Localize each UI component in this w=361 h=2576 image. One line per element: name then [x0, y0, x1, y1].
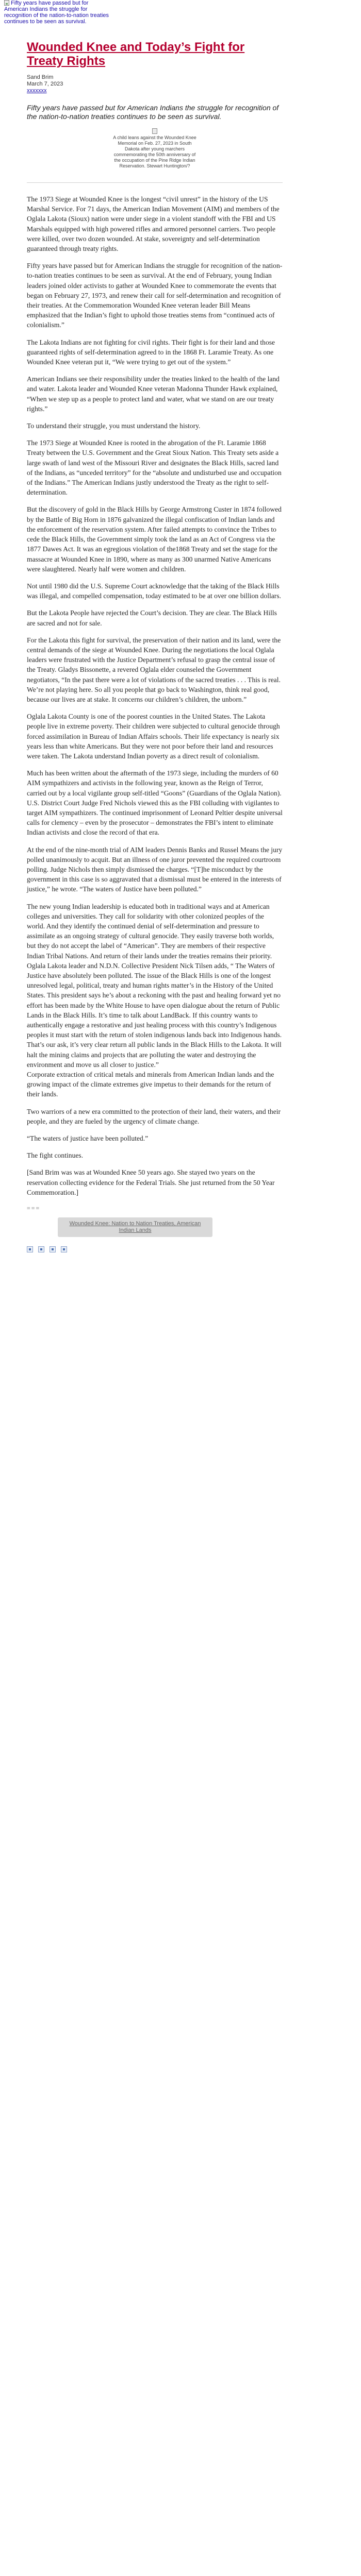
paragraph: The Lakota Indians are not fighting for civil rights. Their fight is for their land and those guaranteed rights of self-determination agreed to in the 1868 Ft. Laramie Treaty. As one Wounded Knee veteran put it, “We were trying to get out of the system.” — [27, 338, 275, 366]
date: March 7, 2023 — [27, 81, 63, 87]
social-share-row — [27, 1246, 283, 1252]
paragraph: Fifty years have passed but for American Indians the struggle for recognition of the nation-to-nation treaties continues to be seen as survival. At the end of February, young Indian leaders joined older activists to gather at Wounded Knee to commemorate the events that began on February 27, 1973, and renew their call for self-determination and recognition of their treaties. At the Commemoration Wounded Knee veteran leader Bill Means emphasized that the Indian’s fight to uphold those treaties stems from “continued acts of colonialism.” — [27, 262, 283, 329]
paragraph: But the discovery of gold in the Black Hills by George Armstrong Custer in 1874 followed by the Battle of Big Horn in 1876 galvanized the illegal confiscation of Indian lands and the enforcement of the reservation system. After failed attempts to convince the Tribes to cede the Black Hills, the Government simply took the land as an Act of Congress via the 1877 Dawes Act. It was an egregious violation of the1868 Treaty and set the stage for the massacre at Wounded Knee in 1890, where as many as 300 unarmed Native Americans were slaughtered. Nearly half were women and children. — [27, 505, 282, 573]
article — [27, 40, 283, 1252]
article-meta — [27, 74, 283, 94]
paragraph: For the Lakota this fight for survival, the preservation of their nation and its land, were the central demands of the siege at Wounded Knee. During the negotiations the local Oglala leaders were frustrated with the Justice Department’s refusal to grasp the central issue of the Treaty. Gladys Bissonette, a revered Oglala elder counseled the Government negotiators, “In the past there were a lot of violations of the sacred treaties . . . This is real. We’re not playing here. So all you people that go back to Washington, think real good, because our lives are at stake. It concerns our children’s children, the unborn.” — [27, 636, 281, 703]
twitter-share-icon[interactable] — [38, 1246, 44, 1252]
paragraph: Oglala Lakota County is one of the poorest counties in the United States. The Lakota people live in extreme poverty. Their children were subjected to cultural genocide through forced assimilation in Bureau of Indian Affairs schools. Their life expectancy is nearly six years less than white Americans. But they were not poor before their land and resources were taken. The Lakota understand Indian poverty as a direct result of colonialism. — [27, 713, 280, 760]
broken-image-icon — [4, 0, 9, 6]
image-placeholder-icon — [152, 128, 157, 134]
figure-caption: A child leans against the Wounded Knee Memorial on Feb. 27, 2023 in South Dakota after young marchers commemorating the 50th anniversary of the occupation of the Pine Ridge Indian Reservation. Stewart Huntington/? — [113, 135, 196, 168]
paragraph: “The waters of justice have been polluted.” — [27, 1134, 149, 1143]
hero-image — [4, 0, 113, 31]
facebook-share-icon[interactable] — [27, 1246, 33, 1252]
paragraph: At the end of the nine-month trial of AIM leaders Dennis Banks and Russel Means the jury polled unanimously to acquit. But an illness of one juror prevented the required courtroom polling. Judge Nichols then simply dismissed the charges. “[T]he misconduct by the government in this case is so aggravated that a dismissal must be entered in the interests of justice,” he wrote. “The waters of Justice have been polluted.” — [27, 845, 283, 893]
link-share-icon[interactable] — [61, 1246, 67, 1252]
article-title[interactable]: Wounded Knee and Today’s Fight for Treaty Rights — [27, 40, 245, 68]
divider — [27, 182, 283, 183]
paragraph: Corporate extraction of critical metals and minerals from American Indian lands and the growing impact of the climate extremes give impetus to their demands for the return of their lands. — [27, 1071, 274, 1098]
paragraph: American Indians see their responsibility under the treaties linked to the health of the land and water. Lakota leader and Wounded Knee veteran Madonna Thunder Hawk explained, “When we step up as a people to protect land and water, what we stand on are our treaty rights.” — [27, 375, 280, 413]
paragraph: To understand their struggle, you must understand the history. — [27, 422, 201, 430]
lede: Fifty years have passed but for American Indians the struggle for recognition of the nation-to-nation treaties continues to be seen as survival. — [27, 104, 279, 121]
main-content — [27, 40, 334, 1252]
related-link[interactable]: Wounded Knee: Nation to Nation Treaties, American Indian Lands — [58, 1217, 212, 1237]
article-body — [27, 194, 283, 1197]
paragraph: The new young Indian leadership is educated both in traditional ways and at American colleges and universities. They call for solidarity with other colonized peoples of the world. And they identify the continued denial of self-determination and pressure to assimilate as an ongoing strategy of cultural genocide. They easily traverse both worlds, but they do not accept the label of “American”. They are members of their respective Indian Tribal Nations. And return of their lands under the treaties remains their priority. Oglala Lakota leader and N.D.N. Collective President Nick Tilsen adds, “ The Waters of Justice have absolutely been polluted. The issue of the Black Hills is one of the longest unresolved legal, political, treaty and human rights matter’s in the History of the United States. This president says he’s about a reckoning with the past and healing forward yet no effort has been made by the White House to have open dialogue about the return of Public Lands in the Black Hills. It’s time to talk about LandBack. If this country wants to authentically engage a restorative and just healing process with this country’s Indigenous peoples it must start with the return of stolen indigenous lands back into Indigenous hands. That’s our ask, it’s very clear return all public lands in the Black Hills to the Lakota. It will halt the mining claims and projects that are polluting the water and destroying the environment and move us all closer to justice.” — [27, 902, 282, 1069]
figure — [110, 128, 199, 169]
author: Sand Brim — [27, 74, 54, 80]
paragraph: The fight continues. — [27, 1151, 84, 1160]
hero-image-alt: Fifty years have passed but for American Indians the struggle for recognition of the nation-to-nation treaties continues to be seen as survival. — [4, 0, 109, 25]
paragraph: Much has been written about the aftermath of the 1973 siege, including the murders of 60 AIM sympathizers and activists in the following year, known as the Reign of Terror, carried out by a local vigilante group self-titled “Goons” (Guardians of the Oglala Nation). U.S. District Court Judge Fred Nichols viewed this as the FBI colluding with vigilantes to target AIM sympathizers. The continued imprisonment of Leonard Peltier despite universal calls for clemency – even by the prosecutor – demonstrates the FBI’s intent to eliminate Indian activists and close the record of that era. — [27, 769, 283, 837]
paragraph: Two warriors of a new era committed to the protection of their land, their waters, and their people, and they are fueled by the urgency of climate change. — [27, 1107, 281, 1125]
publication-link[interactable]: xxxxxxx — [27, 88, 47, 94]
separator-glyphs: ≡≡≡ — [27, 1205, 41, 1212]
paragraph: The 1973 Siege at Wounded Knee is the longest “civil unrest” in the history of the US Marshal Service. For 71 days, the American Indian Movement (AIM) and members of the Oglala Lakota (Sioux) nation were under siege in a violent standoff with the FBI and US Marshals equipped with high powered rifles and armored personnel carriers. Two people were killed, over two dozen wounded. At stake, sovereignty and self-determination guaranteed through treaty rights. — [27, 195, 280, 253]
paragraph: The 1973 Siege at Wounded Knee is rooted in the abrogation of the Ft. Laramie 1868 Treaty between the U.S. Government and the Great Sioux Nation. This Treaty sets aside a large swath of land west of the Missouri River and designates the Black Hills, sacred land of the Indians, as “unceded territory” for the “absolute and undisturbed use and occupation of the Indians.” The American Indians justly understood the Treaty as the right to self-determination. — [27, 439, 282, 497]
paragraph: [Sand Brim was was at Wounded Knee 50 years ago. She stayed two years on the reservation collecting evidence for the Federal Trials. She just returned from the 50 Year Commemoration.] — [27, 1168, 275, 1196]
email-share-icon[interactable] — [50, 1246, 56, 1252]
paragraph: Not until 1980 did the U.S. Supreme Court acknowledge that the taking of the Black Hills was illegal, and compelled compensation, today estimated to be at over one billion dollars. — [27, 582, 282, 600]
paragraph: But the Lakota People have rejected the Court’s decision. They are clear. The Black Hills are sacred and not for sale. — [27, 609, 277, 627]
